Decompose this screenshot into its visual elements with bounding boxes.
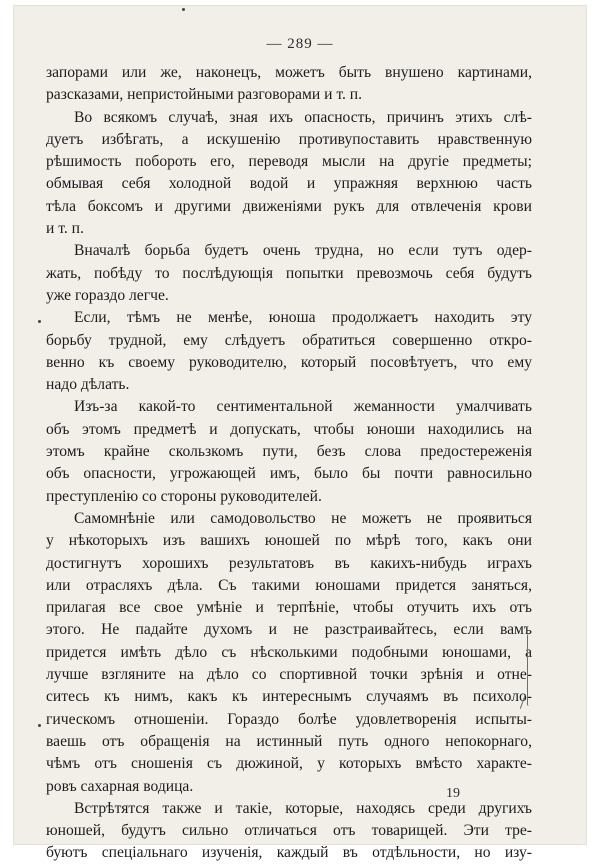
text-line: обмывая себя холодной водой и упражняя верхнюю часть [46, 175, 532, 193]
text-line: дуетъ избѣгать, а искушенію противупоставить нравственную [46, 130, 532, 148]
text-line: юношей, будутъ сильно отличаться отъ товарищей. Эти тре- [46, 822, 532, 840]
text-line: Во всякомъ случаѣ, зная ихъ опасность, причинъ этихъ слѣ- [74, 108, 532, 126]
ink-speck [38, 320, 41, 323]
text-line: Если, тѣмъ не менѣе, юноша продолжаетъ находить эту [74, 309, 532, 327]
text-line: этого. Не падайте духомъ и не разстраивайтесь, если вамъ [46, 621, 532, 639]
book-page [14, 6, 586, 862]
text-line: лучше взгляните на дѣло со спортивной точки зрѣнія и отне- [46, 666, 532, 684]
signature-mark: 19 [446, 786, 460, 801]
text-line: Изъ-за какой-то сентиментальной жеманности умалчивать [74, 398, 532, 416]
text-line: и т. п. [46, 220, 84, 238]
text-line: объ этомъ предметѣ и допускать, чтобы юноши находились на [46, 420, 532, 438]
text-line: ситесь къ нимъ, какъ къ интереснымъ случаямъ въ психоло- [46, 688, 532, 706]
ink-speck [38, 724, 41, 727]
margin-pencil-mark [527, 634, 531, 706]
text-line: достигнутъ хорошихъ результатовъ въ какихъ-нибудь играхъ [46, 554, 532, 572]
text-line: жать, побѣду то послѣдующія попытки превозмочь себя будутъ [46, 264, 532, 282]
text-line: преступленію со стороны руководителей. [46, 487, 322, 505]
text-line: прилагая все свое умѣніе и терпѣніе, чтобы отучить ихъ отъ [46, 599, 532, 617]
text-line: разсказами, непристойными разговорами и т. п. [46, 86, 363, 104]
ink-speck [182, 8, 185, 11]
text-line: этомъ крайне скользкомъ пути, безъ слова предостереженія [46, 443, 532, 461]
text-line: рѣшимость побороть его, переводя мысли на другіе предметы; [46, 153, 532, 171]
text-line: гическомъ отношеніи. Гораздо болѣе удовлетворенія испыты- [46, 710, 532, 728]
text-line: или отрасляхъ дѣла. Съ такими юношами придется заняться, [46, 576, 532, 594]
text-line: Вначалѣ борьба будетъ очень трудна, но если тутъ одер- [74, 242, 532, 260]
text-line: объ опасности, угрожающей имъ, было бы почти равносильно [46, 465, 532, 483]
text-line: уже гораздо легче. [46, 286, 169, 304]
text-line: Самомнѣніе или самодовольство не можетъ не проявиться [74, 509, 532, 527]
text-line: тѣла боксомъ и другими движеніями рукъ для отвлеченія крови [46, 197, 532, 215]
page-number-header: — 289 — [266, 36, 334, 52]
text-line: буютъ спеціальнаго изученія, каждый въ отдѣльности, но изу- [46, 844, 532, 862]
text-line: ровъ сахарная водица. [46, 777, 194, 795]
text-line: борьбу трудной, ему слѣдуетъ обратиться совершенно откро- [46, 331, 532, 349]
text-line: у нѣкоторыхъ изъ вашихъ юношей по мѣрѣ того, какъ они [46, 532, 532, 550]
text-line: надо дѣлать. [46, 376, 130, 394]
page-body-text [46, 62, 532, 865]
text-line: придется имѣть дѣло съ нѣсколькими подобными юношами, а [46, 643, 532, 661]
text-line: запорами или же, наконецъ, можетъ быть внушено картинами, [46, 64, 532, 81]
text-line: Встрѣтятся также и такіе, которые, находясь среди другихъ [74, 799, 532, 817]
text-line: чѣмъ отъ сношенія съ дюжиной, у которыхъ вмѣсто характе- [46, 755, 532, 773]
text-line: ваешь отъ обращенія на истинный путь одного непокорнаго, [46, 732, 532, 750]
text-line: венно къ своему руководителю, который посовѣтуетъ, что ему [46, 353, 532, 371]
